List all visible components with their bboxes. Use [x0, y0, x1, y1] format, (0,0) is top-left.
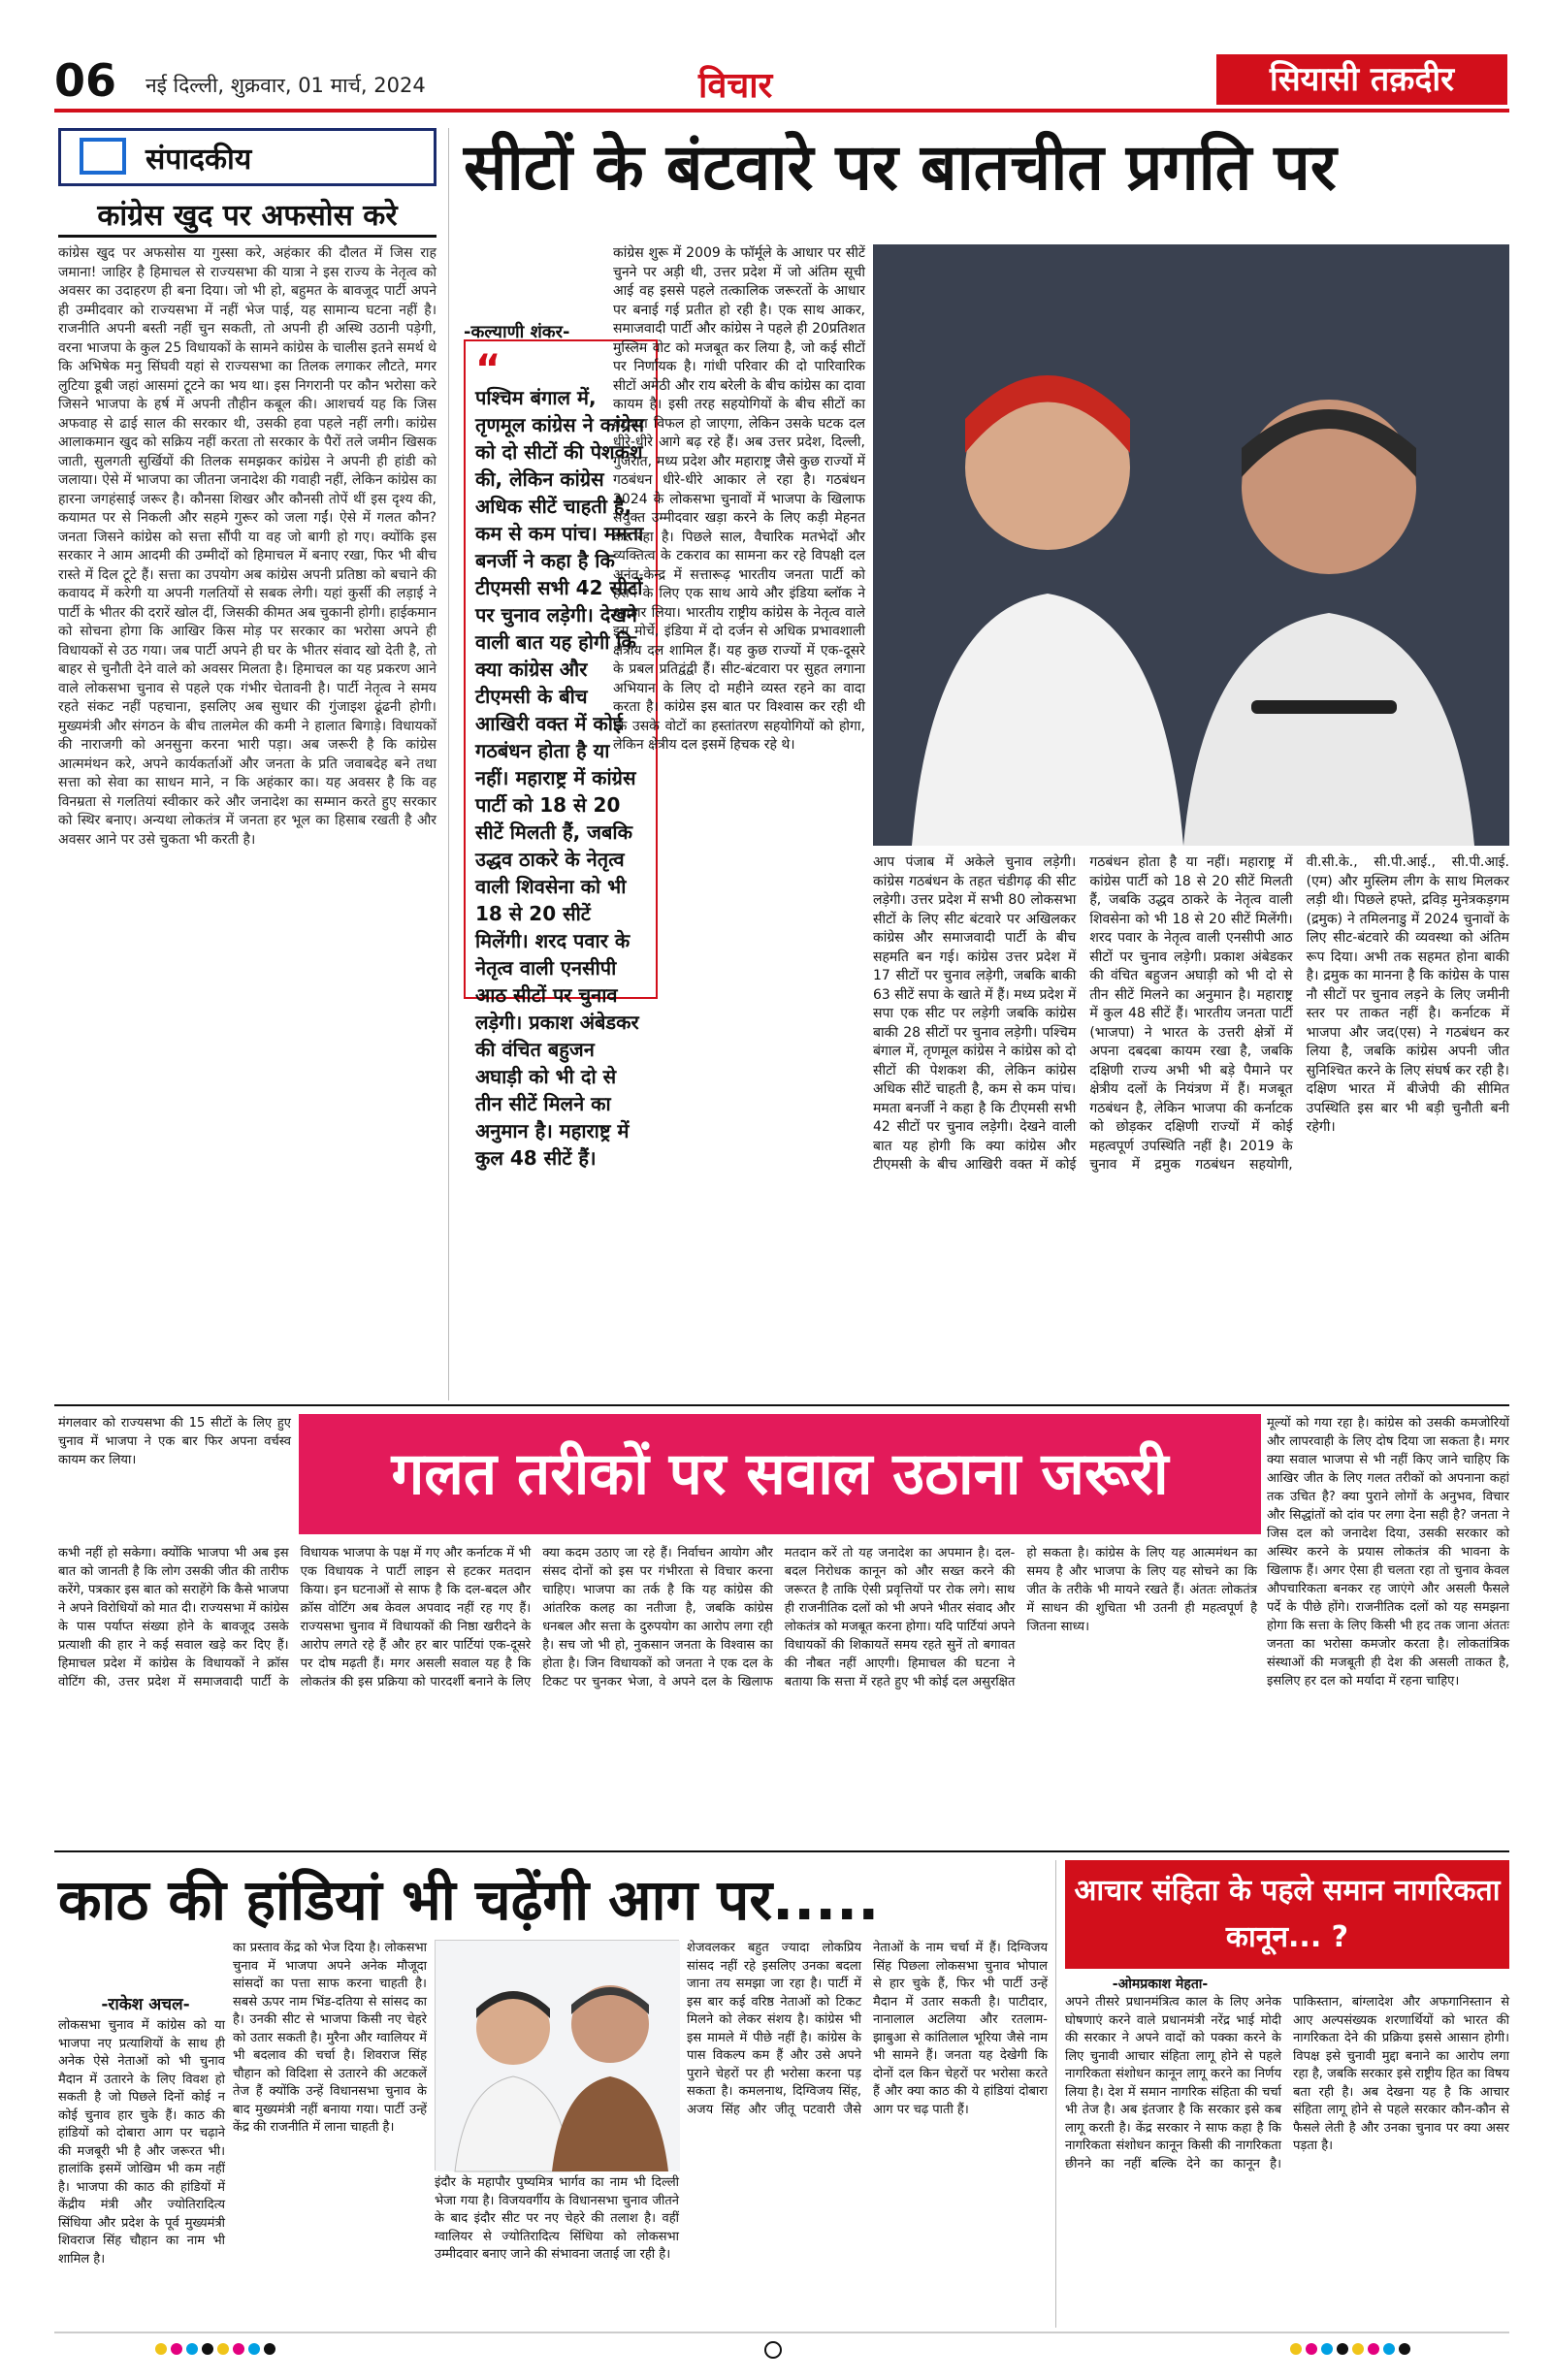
middle-story-body: कभी नहीं हो सकेगा। क्योंकि भाजपा भी अब इस बात को जानती है कि लोग उसकी जीत की तारीफ करेंगे, पत्रकार इस बात को सराहेंगे कि कैसे भाजपा ने अपने विरोधियों को मात दी। राज्यसभा में कांग्रेस के पास पर्याप्त संख्या होने के बावजूद उसके प्रत्याशी की हार ने कई सवाल खड़े कर दिए हैं। हिमाचल प्रदेश में कांग्रेस के विधायकों ने क्रॉस वोटिंग की, उत्तर प्रदेश में समाजवादी पार्टी के विधायक भाजपा के पक्ष में गए और कर्नाटक में भी एक विधायक ने पार्टी लाइन से हटकर मतदान किया। इन घटनाओं से साफ है कि दल-बदल और क्रॉस वोटिंग अब केवल अपवाद नहीं रह गए हैं। राज्यसभा चुनाव में विधायकों की निष्ठा खरीदने के आरोप लगते रहे हैं और हर बार पार्टियां एक-दूसरे पर दोष मढ़ती हैं। मगर असली सवाल यह है कि लोकतंत्र की इस प्रक्रिया को पारदर्शी बनाने के लिए क्या कदम उठाए जा रहे हैं। निर्वाचन आयोग और संसद दोनों को इस पर गंभीरता से विचार करना चाहिए। भाजपा का तर्क है कि यह कांग्रेस की आंतरिक कलह का नतीजा है, जबकि कांग्रेस धनबल और सत्ता के दुरुपयोग का आरोप लगा रही है। सच जो भी हो, नुकसान जनता के विश्वास का होता है। जिन विधायकों को जनता ने एक दल के टिकट पर चुनकर भेजा, वे अपने दल के खिलाफ मतदान करें तो यह जनादेश का अपमान है। दल-बदल निरोधक कानून को और सख्त करने की जरूरत है ताकि ऐसी प्रवृत्तियों पर रोक लगे। साथ ही राजनीतिक दलों को भी अपने भीतर संवाद और लोकतंत्र को मजबूत करना होगा। यदि पार्टियां अपने विधायकों की शिकायतें समय रहते सुनें तो बगावत की नौबत नहीं आएगी। हिमाचल की घटना ने बताया कि सत्ता में रहते हुए भी कोई दल असुरक्षित हो सकता है। कांग्रेस के लिए यह आत्ममंथन का समय है और भाजपा के लिए यह सोचने का कि जीत के तरीके भी मायने रखते हैं। अंततः लोकतंत्र में साधन की शुचिता भी उतनी ही महत्वपूर्ण है जितना साध्य।: [58, 1546, 1257, 1689]
achar-byline: -ओमप्रकाश मेहता-: [1112, 1977, 1209, 1992]
column-divider: [448, 128, 449, 1400]
bottom-rule: [54, 2332, 1509, 2333]
quote-mark-icon: “: [475, 347, 501, 392]
middle-headline-banner: गलत तरीकों पर सवाल उठाना जरूरी: [299, 1414, 1261, 1534]
main-story-columns: आप पंजाब में अकेले चुनाव लड़ेगी। कांग्रेस गठबंधन के तहत चंडीगढ़ की सीट लड़ेगी। उत्तर प्रदेश में सभी 80 लोकसभा सीटों के लिए सीट बंटवारे पर अखिलकर कांग्रेस और समाजवादी पार्टी के बीच सहमति बन गई। कांग्रेस उत्तर प्रदेश में 17 सीटों पर चुनाव लड़ेगी, जबकि बाकी 63 सीटें सपा के खाते में हैं। मध्य प्रदेश में सपा एक सीट पर लड़ेगी जबकि कांग्रेस बाकी 28 सीटों पर चुनाव लड़ेगी। पश्चिम बंगाल में, तृणमूल कांग्रेस ने कांग्रेस को दो सीटों की पेशकश की, लेकिन कांग्रेस अधिक सीटें चाहती है, कम से कम पांच। ममता बनर्जी ने कहा है कि टीएमसी सभी 42 सीटों पर चुनाव लड़ेगी। देखने वाली बात यह होगी कि क्या कांग्रेस और टीएमसी के बीच आखिरी वक्त में कोई गठबंधन होता है या नहीं। महाराष्ट्र में कांग्रेस पार्टी को 18 से 20 सीटें मिलती हैं, जबकि उद्धव ठाकरे के नेतृत्व वाली शिवसेना को भी 18 से 20 सीटें मिलेंगी। शरद पवार के नेतृत्व वाली एनसीपी आठ सीटों पर चुनाव लड़ेगी। प्रकाश अंबेडकर की वंचित बहुजन अघाड़ी को भी दो से तीन सीटें मिलने का अनुमान है। महाराष्ट्र में कुल 48 सीटें हैं। भारतीय जनता पार्टी (भाजपा) ने भारत के उत्तरी क्षेत्रों में अपना दबदबा कायम रखा है, जबकि दक्षिणी राज्य अभी भी बड़े पैमाने पर क्षेत्रीय दलों के नियंत्रण में हैं। मजबूत गठबंधन है, लेकिन भाजपा की कर्नाटक को छोड़कर दक्षिणी राज्यों में कोई महत्वपूर्ण उपस्थिति नहीं है। 2019 के चुनाव में द्रमुक गठबंधन सहयोगी, वी.सी.के., सी.पी.आई., सी.पी.आई.(एम) और मुस्लिम लीग के साथ मिलकर लड़ी थी। पिछले हफ्ते, द्रविड़ मुनेत्रकड़गम (द्रमुक) ने तमिलनाडु में 2024 चुनावों के लिए सीट-बंटवारे की व्यवस्था को अंतिम रूप दिया। अभी तक सहमत होना बाकी है। द्रमुक का मानना है कि कांग्रेस के पास नौ सीटों पर चुनाव लड़ने के लिए जमीनी स्तर पर ताकत नहीं है। कर्नाटक में भाजपा और जद(एस) ने गठबंधन कर लिया है, जबकि कांग्रेस अपनी जीत सुनिश्चित करने के लिए संघर्ष कर रही है। दक्षिण भारत में बीजेपी की सीमित उपस्थिति इस बार भी बड़ी चुनौती बनी रहेगी।: [873, 854, 1509, 1173]
achar-body: अपने तीसरे प्रधानमंत्रित्व काल के लिए अनेक घोषणाएं करने वाले प्रधानमंत्री नरेंद्र भाई मोदी की सरकार ने अपने वादों को पक्का करने के लिए चुनावी आचार संहिता लागू होने से पहले नागरिकता संशोधन कानून लागू करने का निर्णय लिया है। देश में समान नागरिक संहिता की चर्चा भी तेज है। अब इंतजार है कि सरकार इसे कब लागू करती है। केंद्र सरकार ने साफ कहा है कि नागरिकता संशोधन कानून किसी की नागरिकता छीनने का नहीं बल्कि देने का कानून है। पाकिस्तान, बांग्लादेश और अफगानिस्तान से आए अल्पसंख्यक शरणार्थियों को भारत की नागरिकता देने की प्रक्रिया इससे आसान होगी। विपक्ष इसे चुनावी मुद्दा बनाने का आरोप लगा रहा है, जबकि सरकार इसे राष्ट्रीय हित का विषय बता रही है। अब देखना यह है कि आचार संहिता लागू होने से पहले सरकार कौन-कौन से फैसले लेती है और उनका चुनाव पर क्या असर पड़ता है।: [1065, 1995, 1509, 2171]
kath-byline: -राकेश अचल-: [101, 1995, 190, 2014]
main-story-photo: [873, 244, 1509, 846]
column-divider: [1055, 1860, 1056, 2328]
achar-headline-box: आचार संहिता के पहले समान नागरिकता कानून... ?: [1065, 1860, 1509, 1969]
pull-quote-text: पश्चिम बंगाल में, तृणमूल कांग्रेस ने कांग्रेस को दो सीटों की पेशकश की, लेकिन कांग्रेस अधिक सीटें चाहती है, कम से कम पांच। ममता बनर्जी ने कहा है कि टीएमसी सभी 42 सीटों पर चुनाव लड़ेगी। देखने वाली बात यह होगी कि क्या कांग्रेस और टीएमसी के बीच आखिरी वक्त में कोई गठबंधन होता है या नहीं। महाराष्ट्र में कांग्रेस पार्टी को 18 से 20 सीटें मिलती हैं, जबकि उद्धव ठाकरे के नेतृत्व वाली शिवसेना को भी 18 से 20 सीटें मिलेंगी। शरद पवार के नेतृत्व वाली एनसीपी आठ सीटों पर चुनाव लड़ेगी। प्रकाश अंबेडकर की वंचित बहुजन अघाड़ी को भी दो से तीन सीटें मिलने का अनुमान है। महाराष्ट्र में कुल 48 सीटें हैं।: [475, 386, 645, 1170]
kath-column: का प्रस्ताव केंद्र को भेज दिया है। लोकसभा चुनाव में भाजपा अपने अनेक मौजूदा सांसदों का पत्ता साफ करना चाहती है। सबसे ऊपर नाम भिंड-दतिया से सांसद का है। उनकी सीट से भाजपा किसी नए चेहरे को उतार सकती है। मुरैना और ग्वालियर में भी बदलाव की चर्चा है। शिवराज सिंह चौहान को विदिशा से उतारने की अटकलें तेज हैं क्योंकि उन्हें विधानसभा चुनाव के बाद मुख्यमंत्री नहीं बनाया गया। पार्टी उन्हें केंद्र की राजनीति में लाना चाहती है।: [233, 1941, 427, 2135]
editorial-body: कांग्रेस खुद पर अफसोस या गुस्सा करे, अहंकार की दौलत में जिस राह जमाना! जाहिर है हिमाचल से राज्यसभा की यात्रा ने इस राज्य के नेतृत्व को अवसर का उदाहरण ही बना दिया। जो भी हो, बहुमत के बावजूद पार्टी अपने ही उम्मीदवार को राज्यसभा में नहीं भेज पाई, यह सामान्य घटना नहीं है। राजनीति अपनी बस्ती नहीं चुन सकती, तो अपनी ही अस्थि उठानी पड़ेगी, वरना भाजपा के कुल 25 विधायकों के सामने कांग्रेस के चालीस इतने समर्थ थे कि अभिषेक मनु सिंघवी यहां से राज्यसभा का तिलक लगाकर लौटते, मगर लुटिया डूबी जहां आसमां टूटने का भय था। इस निगरानी पर कौन भरोसा करे जिसने भाजपा के हर्ष में अपनी तौहीन कबूल की। आशचर्य यह कि जिस अफवाह से ढाई साल की सरकार थी, उसकी हवा पहले नहीं लगी। कांग्रेस आलाकमान खुद को सक्रिय नहीं करता तो सरकार के पैरों तले जमीन खिसक जाती, सुलगती सुर्खियों की तिलक समझकर कांग्रेस ने अपनी ही हांडी को जलाया। ऐसे में भाजपा का जीतना जनादेश की गवाही नहीं, लेकिन कांग्रेस का हारना जगहंसाई जरूर है। कौनसा शिखर और कौनसी तोपें थीं इस दृश्य की, कयामत पर से निकली और सहमे गुरूर को जला गईं। ऐसे में गलत कौन? जनता जिसने कांग्रेस को सत्ता सौंपी या वह जो बागी हो गए। क्योंकि इस सरकार ने आम आदमी की उम्मीदों को हिमाचल में बनाए रखा, फिर भी बीच रास्ते में दिल टूटे हैं। सत्ता का उपयोग अब कांग्रेस अपनी प्रतिष्ठा को बचाने की कवायद में करेगी या अपनी गलतियों से सबक लेगी। यहां कुर्सी की लड़ाई ने पार्टी के भीतर की दरारें खोल दीं, जिसकी कीमत अब चुकानी होगी। हाईकमान को सोचना होगा कि आखिर किस मोड़ पर सरकार का भरोसा अपने ही विधायकों से उठ गया। जब पार्टी अपने ही घर के भीतर संवाद खो देती है, तो बाहर से चुनौती देने वाले को अवसर मिलता है। हिमाचल का यह प्रकरण आने वाले लोकसभा चुनाव से पहले एक गंभीर चेतावनी है। पार्टी नेतृत्व ने समय रहते संकट नहीं पहचाना, इसलिए अब सुधार की गुंजाइश ढूंढनी होगी। मुख्यमंत्री और संगठन के बीच तालमेल की कमी ने हालात बिगाड़े। विधायकों की नाराजगी को अनसुना करना भारी पड़ा। अब जरूरी है कि कांग्रेस आत्ममंथन करे, अपने कार्यकर्ताओं और जनता के प्रति जवाबदेह बने तथा सत्ता को सेवा का साधन माने, न कि अहंकार का। यह अवसर है कि वह विनम्रता से गलतियां स्वीकार करे और जनादेश का सम्मान करते हुए सरकार को स्थिर बनाए। अन्यथा लोकतंत्र में जनता हर भूल का हिसाब रखती है और अवसर आने पर उसे चुकता भी करती है।: [58, 245, 436, 848]
section-rule: [54, 1404, 1509, 1406]
editorial-rule: [58, 235, 436, 238]
brand-banner: सियासी तक़दीर: [1216, 54, 1507, 105]
kath-photo-caption: इंदौर के महापौर पुष्यमित्र भार्गव का नाम भी दिल्ली भेजा गया है। विजयवर्गीय के विधानसभा चुनाव जीतने के बाद इंदौर सीट पर नए चेहरे की तलाश है। वहीं ग्वालियर से ज्योतिरादित्य सिंधिया को लोकसभा उम्मीदवार बनाए जाने की संभावना जताई जा रही है।: [435, 2175, 679, 2262]
section-rule: [54, 1850, 1509, 1852]
page-number: 06: [54, 54, 117, 107]
editorial-tag: संपादकीय: [146, 143, 252, 177]
dateline: नई दिल्ली, शुक्रवार, 01 मार्च, 2024: [146, 74, 426, 97]
photo-two-leaders-icon: [436, 1941, 680, 2171]
kath-photo: [435, 1940, 679, 2171]
main-byline: -कल्याणी शंकर-: [464, 322, 570, 342]
main-story-column: कांग्रेस शुरू में 2009 के फॉर्मूले के आधार पर सीटें चुनने पर अड़ी थी, उत्तर प्रदेश में जो अंतिम सूची आई वह इससे पहले तत्कालिक जरूरतों के आधार पर बनाई गई प्रतीत हो रही है। एक साथ आकर, समाजवादी पार्टी और कांग्रेस ने पहले ही 20प्रतिशत मुस्लिम वोट को मजबूत कर लिया है, जो कई सीटों पर निर्णायक है। गांधी परिवार की दो पारिवारिक सीटों अमेठी और राय बरेली के बीच कांग्रेस का दावा कायम है। इसी तरह सहयोगियों के बीच सीटों का बंटवारा विफल हो जाएगा, लेकिन उसके घटक दल धीरे-धीरे आगे बढ़ रहे हैं। अब उत्तर प्रदेश, दिल्ली, गुजरात, मध्य प्रदेश और महाराष्ट्र जैसे कुछ राज्यों में गठबंधन धीरे-धीरे आकार ले रहा है। गठबंधन 2024 के लोकसभा चुनावों में भाजपा के खिलाफ संयुक्त उम्मीदवार खड़ा करने के लिए कड़ी मेहनत कर रहा है। पिछले साल, वैचारिक मतभेदों और व्यक्तित्व के टकराव का सामना कर रहे विपक्षी दल अनंत-केन्द्र में सत्तारूढ़ भारतीय जनता पार्टी को हराने के लिए एक साथ आये और इंडिया ब्लॉक ने आकार लिया। भारतीय राष्ट्रीय कांग्रेस के नेतृत्व वाले इस मोर्चे, इंडिया में दो दर्जन से अधिक प्रभावशाली क्षेत्रीय दल शामिल हैं। यह कुछ राज्यों में एक-दूसरे के प्रबल प्रतिद्वंद्वी हैं। सीट-बंटवारा पर सुहत लगाना अभियान के लिए दो महीने व्यस्त रहने का वादा करता है। कांग्रेस इस बात पर विश्वास कर रही थी कि उसके वोटों का हस्तांतरण सहयोगियों को होगा, लेकिन क्षेत्रीय दल इसमें हिचक रहे थे।: [613, 245, 865, 753]
section-title: विचार: [698, 66, 773, 106]
kath-columns: शेजवलकर बहुत ज्यादा लोकप्रिय सांसद नहीं रहे इसलिए उनका बदला जाना तय समझा जा रहा है। पार्टी में इस बार कई वरिष्ठ नेताओं को टिकट मिलने को लेकर संशय है। कांग्रेस भी इस मामले में पीछे नहीं है। कांग्रेस के पास विकल्प कम हैं और उसे अपने पुराने चेहरों पर ही भरोसा करना पड़ सकता है। कमलनाथ, दिग्विजय सिंह, अजय सिंह और जीतू पटवारी जैसे नेताओं के नाम चर्चा में हैं। दिग्विजय सिंह पिछला लोकसभा चुनाव भोपाल से हार चुके हैं, फिर भी पार्टी उन्हें मैदान में उतार सकती है। पाटीदार, नानालाल अटलिया और रतलाम-झाबुआ से कांतिलाल भूरिया जैसे नाम भी सामने हैं। जनता यह देखेगी कि दोनों दल किन चेहरों पर भरोसा करते हैं और क्या काठ की ये हांडियां दोबारा आग पर चढ़ पाती हैं।: [687, 1941, 1048, 2117]
kath-column: लोकसभा चुनाव में कांग्रेस को या भाजपा नए प्रत्याशियों के साथ ही अनेक ऐसे नेताओं को भी चुनाव मैदान में उतारने के लिए विवश हो सकती है जो पिछले दिनों कोई न कोई चुनाव हार चुके हैं। काठ की हांडियों को दोबारा आग पर चढ़ाने की मजबूरी भी है और जरूरत भी। हालांकि इसमें जोखिम भी कम नहीं है। भाजपा की काठ की हांडियों में केंद्रीय मंत्री और ज्योतिरादित्य सिंधिया और प्रदेश के पूर्व मुख्यमंत्री शिवराज सिंह चौहान का नाम भी शामिल है।: [58, 2018, 225, 2267]
photo-two-politicians-icon: [873, 244, 1509, 846]
color-registration-dots-right: [1290, 2343, 1410, 2355]
editorial-title: कांग्रेस खुद पर अफसोस करे: [97, 199, 398, 233]
middle-story-intro: मंगलवार को राज्यसभा की 15 सीटों के लिए हुए चुनाव में भाजपा ने एक बार फिर अपना वर्चस्व कायम कर लिया।: [58, 1416, 291, 1467]
main-headline: सीटों के बंटवारे पर बातचीत प्रगति पर: [464, 130, 1337, 205]
editorial-square-icon: [80, 138, 126, 175]
middle-story-side-column: मूल्यों को गया रहा है। कांग्रेस को उसकी कमजोरियों और लापरवाही के लिए दोष दिया जा सकता है। मगर क्या सवाल भाजपा से भी नहीं किए जाने चाहिए कि आखिर जीत के लिए गलत तरीकों को अपनाना कहां तक उचित है? क्या पुराने लोगों के अनुभव, विचार और सिद्धांतों को दांव पर लगा देना सही है? जनता ने जिस दल को जनादेश दिया, उसकी सरकार को अस्थिर करने के प्रयास लोकतंत्र की भावना के खिलाफ हैं। अगर ऐसा ही चलता रहा तो चुनाव केवल औपचारिकता बनकर रह जाएंगे और असली फैसले पर्दे के पीछे होंगे। राजनीतिक दलों को यह समझना होगा कि सत्ता के लिए किसी भी हद तक जाना अंततः जनता का भरोसा कमजोर करता है। लोकतांत्रिक संस्थाओं की मजबूती ही देश की असली ताकत है, इसलिए हर दल को मर्यादा में रहना चाहिए।: [1267, 1416, 1509, 1689]
kath-headline: काठ की हांडियां भी चढ़ेंगी आग पर.....: [58, 1867, 880, 1933]
registration-mark-icon: [764, 2341, 782, 2359]
color-registration-dots-left: [155, 2343, 275, 2355]
top-rule: [54, 109, 1509, 113]
